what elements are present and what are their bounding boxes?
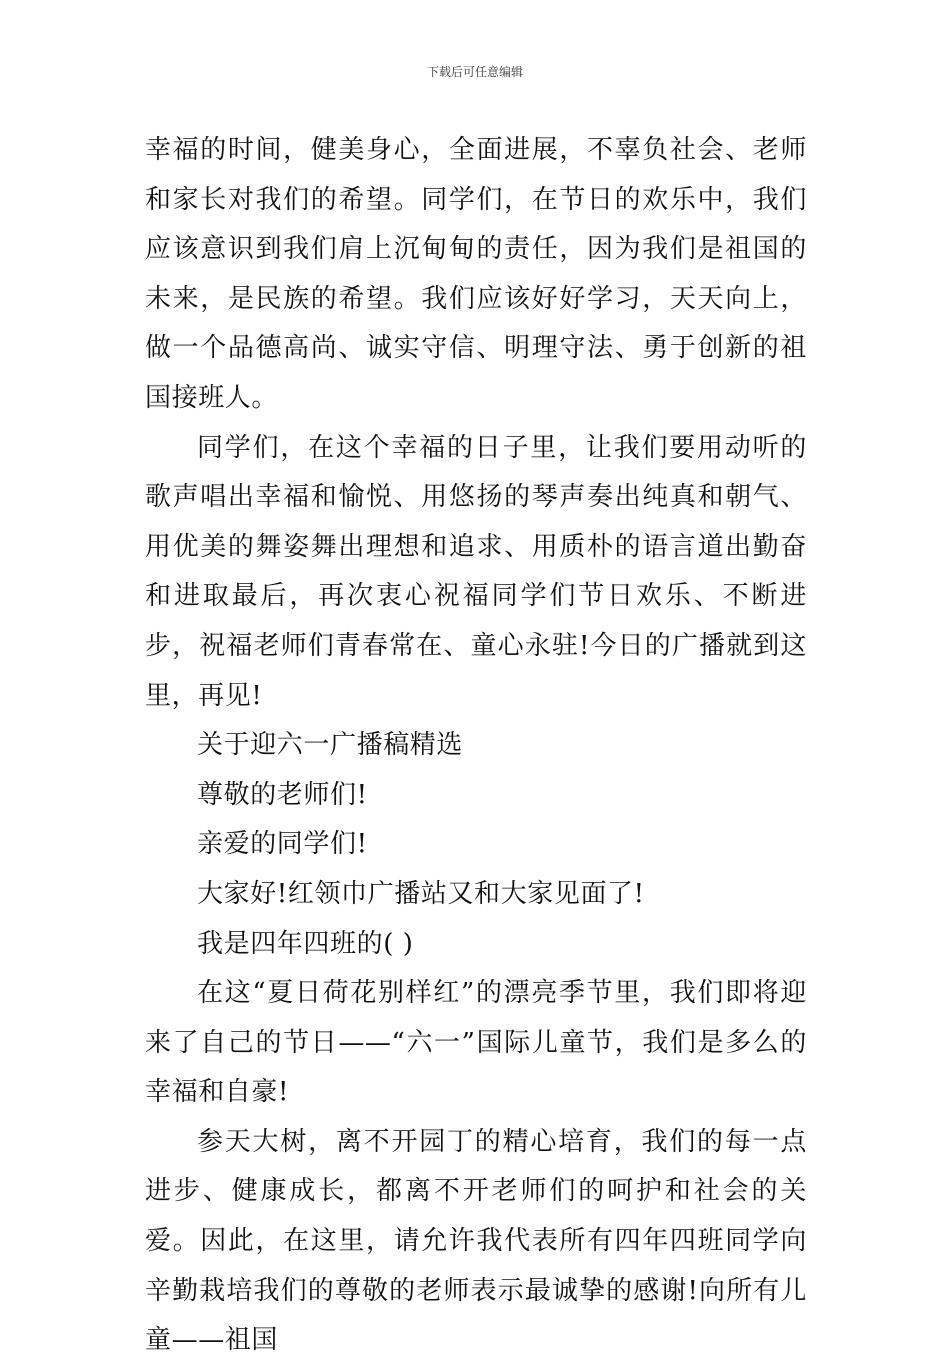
greeting-line: 尊敬的老师们! (197, 779, 368, 810)
document-body (145, 126, 807, 1366)
paragraph: 同学们，在这个幸福的日子里，让我们要用动听的歌声唱出幸福和愉悦、用悠扬的琴声奏出纯真和朝气、用优美的舞姿舞出理想和追求、用质朴的语言道出勤奋和进取最后，再次衷心祝福同学们节日欢乐、不断进步，祝福老师们青春常在、童心永驻!今日的广播就到这里，再见! (145, 432, 807, 711)
paragraph: 幸福的时间，健美身心，全面进展，不辜负社会、老师和家长对我们的希望。同学们，在节日的欢乐中，我们应该意识到我们肩上沉甸甸的责任，因为我们是祖国的未来，是民族的希望。我们应该好好学习，天天向上，做一个品德高尚、诚实守信、明理守法、勇于创新的祖国接班人。 (145, 135, 807, 413)
paragraph: 我是四年四班的( ) (197, 928, 414, 959)
greeting-line: 亲爱的同学们! (197, 829, 368, 860)
paragraph: 在这“夏日荷花别样红”的漂亮季节里，我们即将迎来了自己的节日——“六一”国际儿童节，我们是多么的幸福和自豪! (145, 978, 807, 1108)
greeting-line: 大家好!红领巾广播站又和大家见面了! (197, 878, 645, 909)
section-title: 关于迎六一广播稿精选 (197, 730, 464, 761)
paragraph: 参天大树，离不开园丁的精心培育，我们的每一点进步、健康成长，都离不开老师们的呵护和社会的关爱。因此，在这里，请允许我代表所有四年四班同学向辛勤栽培我们的尊敬的老师表示最诚挚的感谢!向所有儿童——祖国 (145, 1126, 807, 1356)
page-header-note: 下载后可任意编辑 (426, 65, 523, 79)
